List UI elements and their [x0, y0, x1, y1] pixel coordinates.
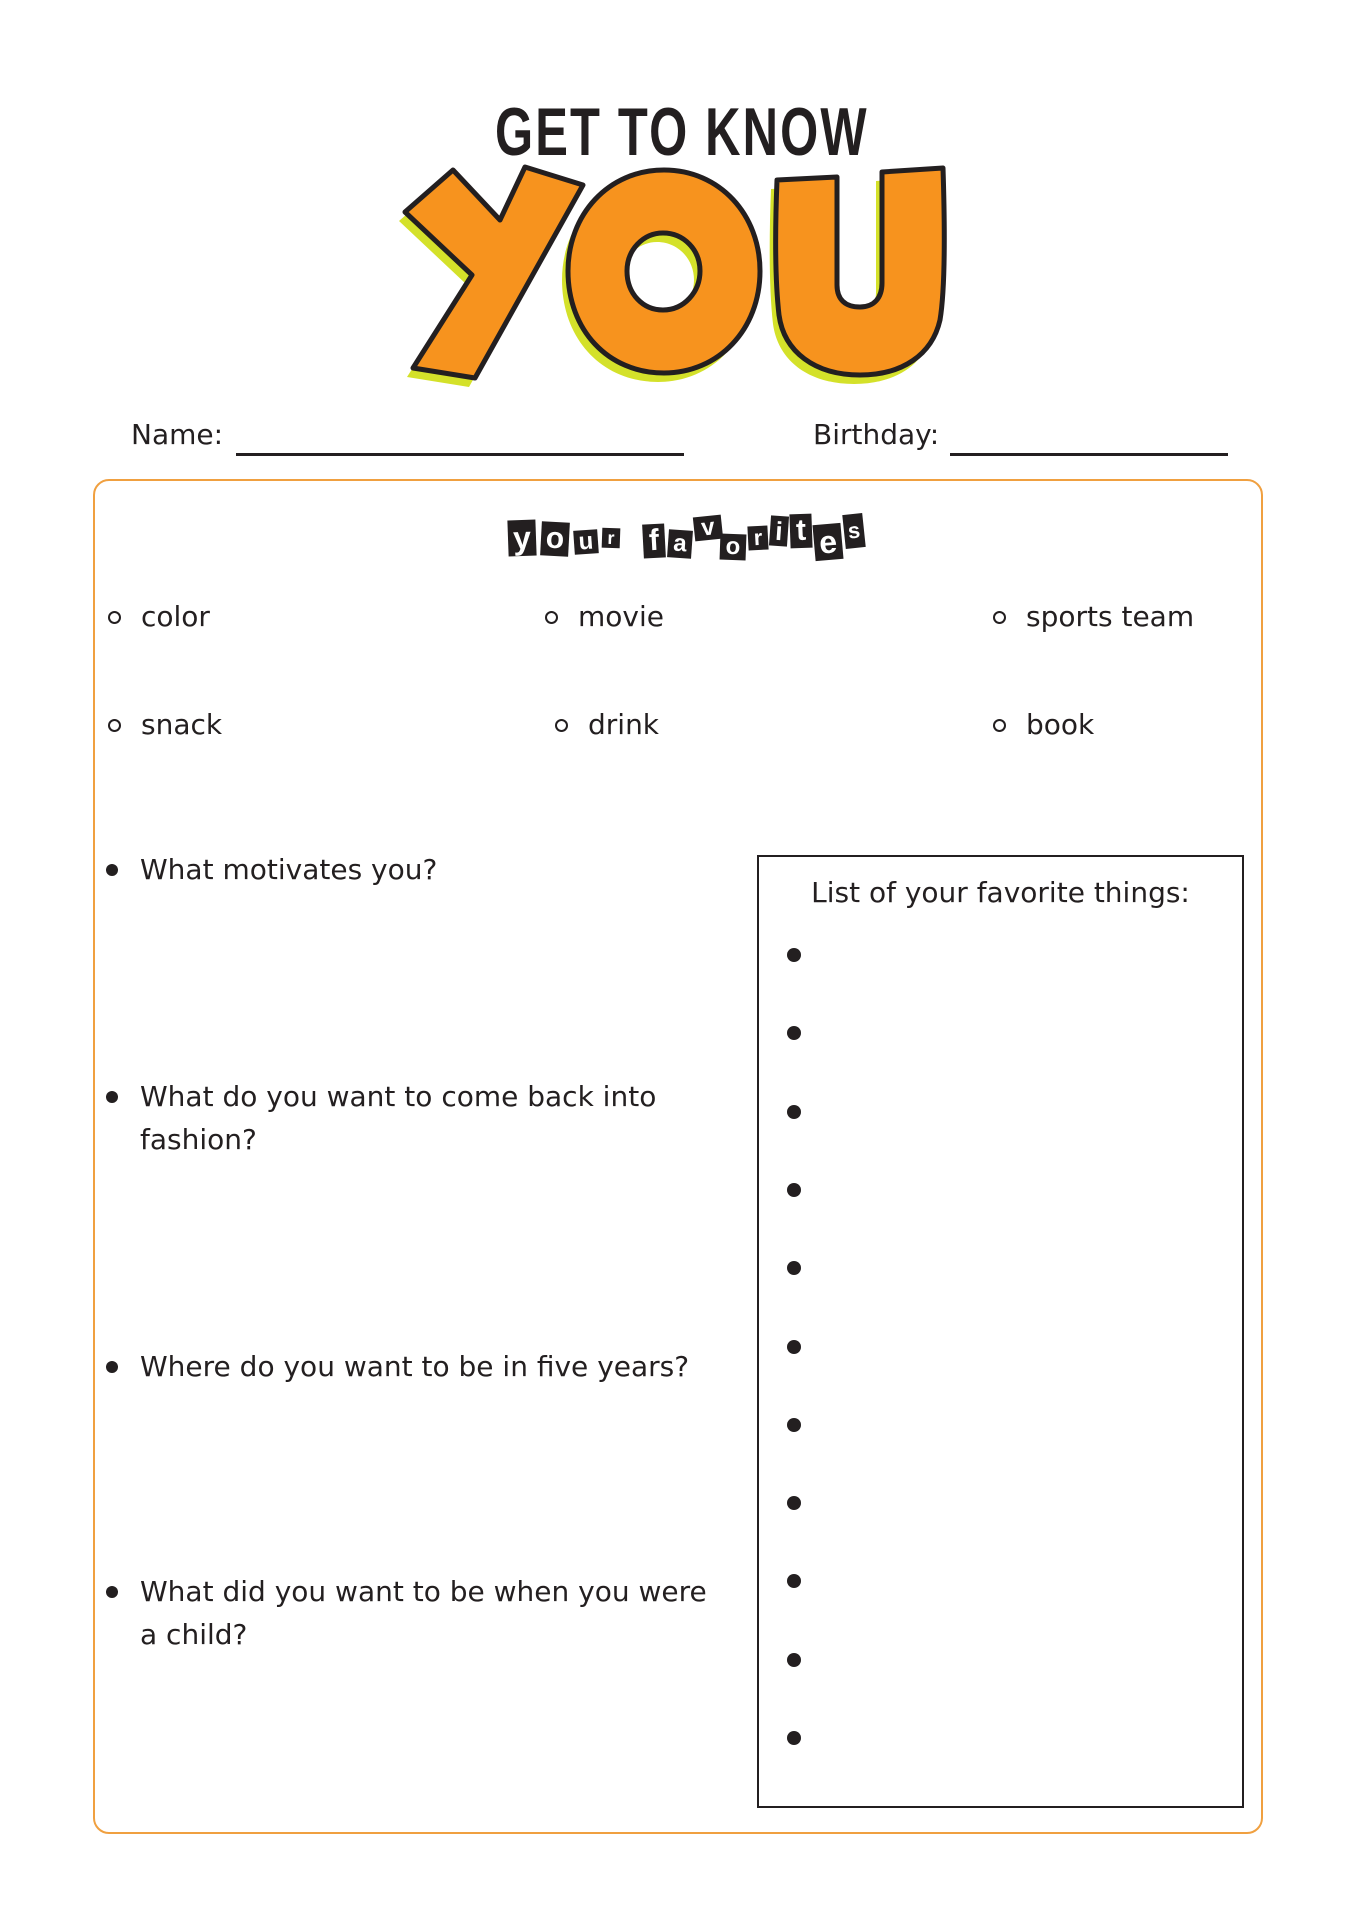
heading-letter: e [812, 523, 843, 561]
favorite-item-color[interactable] [108, 597, 210, 637]
favorite-things-box [757, 855, 1244, 1808]
heading-letter: t [789, 514, 812, 549]
list-entry-bullet[interactable] [787, 1340, 801, 1354]
circle-bullet-icon [993, 611, 1006, 624]
circle-bullet-icon [545, 611, 558, 624]
circle-bullet-icon [108, 611, 121, 624]
circle-bullet-icon [555, 719, 568, 732]
favorite-item-snack[interactable] [108, 705, 222, 745]
list-entry-bullet[interactable] [787, 1496, 801, 1510]
your-favorites-heading [508, 510, 868, 566]
heading-letter: v [693, 515, 723, 542]
bullet-icon [106, 1091, 118, 1103]
heading-letter: r [747, 525, 768, 550]
favorite-item-book[interactable] [993, 705, 1094, 745]
favorite-label: drink [588, 708, 660, 741]
favorite-item-movie[interactable] [545, 597, 664, 637]
circle-bullet-icon [108, 719, 121, 732]
bullet-icon [106, 1361, 118, 1373]
name-field[interactable] [236, 453, 684, 456]
question-text: What did you want to be when you were a child? [140, 1575, 707, 1651]
bullet-icon [106, 1586, 118, 1598]
favorite-things-title: List of your favorite things: [811, 876, 1190, 909]
favorite-label: book [1026, 708, 1095, 741]
title-line-1: GET TO KNOW [495, 94, 869, 170]
heading-letter: o [720, 534, 747, 561]
title-get-to-know [495, 94, 869, 170]
favorite-label: snack [141, 708, 223, 741]
heading-letter: a [667, 529, 693, 559]
question-item[interactable] [106, 1570, 726, 1656]
list-entry-bullet[interactable] [787, 1731, 801, 1745]
list-entry-bullet[interactable] [787, 1653, 801, 1667]
heading-letter: u [573, 529, 599, 555]
birthday-label: Birthday: [813, 418, 940, 451]
you-logo [395, 160, 955, 400]
bullet-icon [106, 864, 118, 876]
question-item[interactable] [106, 1345, 726, 1388]
favorite-label: movie [578, 600, 664, 633]
favorite-item-sports-team[interactable] [993, 597, 1194, 637]
birthday-field[interactable] [950, 453, 1228, 456]
heading-letter: y [507, 520, 536, 557]
list-entry-bullet[interactable] [787, 1105, 801, 1119]
favorite-label: sports team [1026, 600, 1195, 633]
question-item[interactable] [106, 848, 726, 891]
question-text: What do you want to come back into fashion? [140, 1080, 657, 1156]
list-entry-bullet[interactable] [787, 1183, 801, 1197]
heading-letter: f [642, 523, 666, 558]
question-text: Where do you want to be in five years? [140, 1350, 690, 1383]
favorite-label: color [141, 600, 210, 633]
heading-letter: s [842, 513, 865, 549]
question-text: What motivates you? [140, 853, 438, 886]
circle-bullet-icon [993, 719, 1006, 732]
heading-letter: o [540, 521, 570, 556]
favorite-item-drink[interactable] [555, 705, 659, 745]
question-item[interactable] [106, 1075, 666, 1161]
name-label: Name: [131, 418, 224, 451]
heading-letter: r [602, 528, 621, 549]
list-entry-bullet[interactable] [787, 948, 801, 962]
heading-letter: i [769, 515, 789, 546]
list-entry-bullet[interactable] [787, 1418, 801, 1432]
